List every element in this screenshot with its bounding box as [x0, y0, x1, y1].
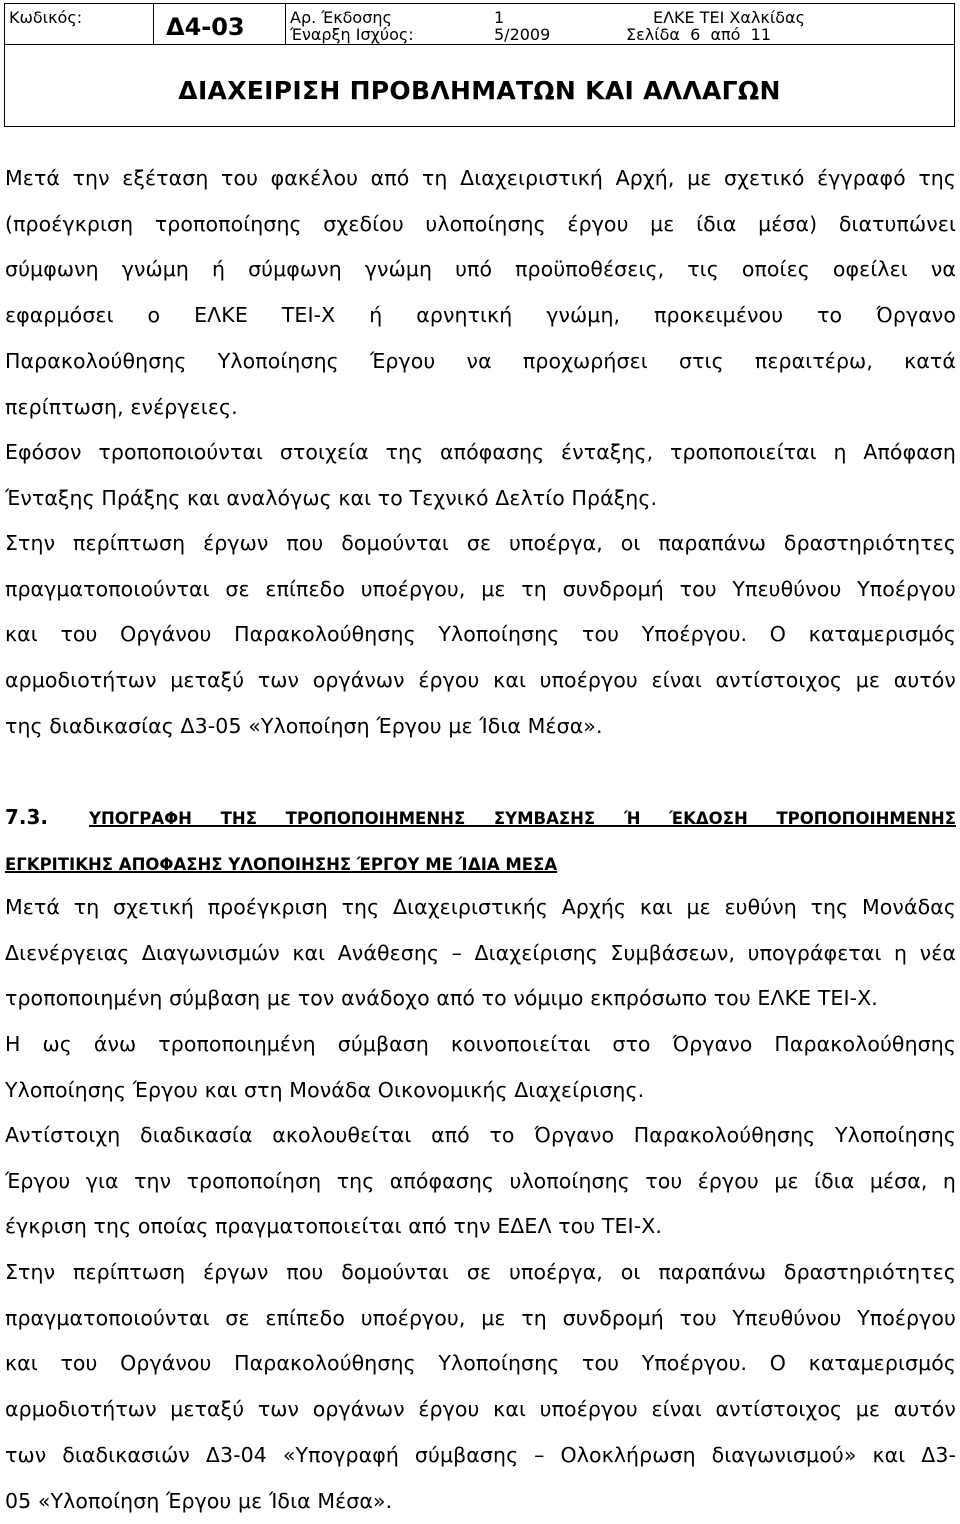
- text-line: Παρακολούθησης Υλοποίησης Έργου να προχωρήσει στις περαιτέρω, κατά: [5, 348, 956, 373]
- text-line: Μετά τη σχετική προέγκριση της Διαχειριστικής Αρχής και με ευθύνη της Μονάδας: [5, 895, 956, 919]
- edition-label: Αρ. Έκδοσης: [290, 8, 392, 27]
- paragraph: [5, 1022, 956, 1113]
- code-label: Κωδικός:: [9, 8, 83, 27]
- section-title-line-1: ΥΠΟΓΡΑΦΗ ΤΗΣ ΤΡΟΠΟΠΟΙΗΜΕΝΗΣ ΣΥΜΒΑΣΗΣ Ή ΈΚΔΟΣΗ ΤΡΟΠΟΠΟΙΗΜΕΝΗΣ: [89, 809, 956, 828]
- document-title: ΔΙΑΧΕΙΡΙΣΗ ΠΡΟΒΛΗΜΑΤΩΝ ΚΑΙ ΑΛΛΑΓΩΝ: [178, 76, 781, 105]
- text-line: 05 «Υλοποίηση Έργου με Ίδια Μέσα».: [5, 1488, 393, 1513]
- paragraph: [5, 156, 956, 430]
- start-date-label: Έναρξη Ισχύος:: [290, 25, 414, 44]
- section-title: [89, 805, 956, 829]
- paragraph: [5, 521, 956, 750]
- document-code: Δ4-03: [166, 13, 245, 41]
- text-line: της διαδικασίας Δ3-05 «Υλοποίηση Έργου με Ίδια Μέσα».: [5, 713, 603, 738]
- text-line: (προέγκριση τροποποίησης σχεδίου υλοποίησης έργου με ίδια μέσα) διατυπώνει: [5, 211, 956, 236]
- text-line: Ένταξης Πράξης και αναλόγως και το Τεχνικό Δελτίο Πράξης.: [5, 485, 658, 510]
- text-line: Έργου για την τροποποίηση της απόφασης υλοποίησης του έργου με ίδια μέσα, η: [5, 1168, 956, 1193]
- text-line: Στην περίπτωση έργων που δομούνται σε υποέργα, οι παραπάνω δραστηριότητες: [5, 1260, 956, 1284]
- text-line: των διαδικασιών Δ3-04 «Υπογραφή σύμβασης – Ολοκλήρωση διαγωνισμού» και Δ3-: [5, 1442, 956, 1467]
- text-line: Διενέργειας Διαγωνισμών και Ανάθεσης – Διαχείρισης Συμβάσεων, υπογράφεται η νέα: [5, 940, 956, 965]
- edition-value: 1: [494, 8, 505, 27]
- text-line: Αντίστοιχη διαδικασία ακολουθείται από το Όργανο Παρακολούθησης Υλοποίησης: [5, 1123, 956, 1147]
- text-line: σύμφωνη γνώμη ή σύμφωνη γνώμη υπό προϋποθέσεις, τις οποίες οφείλει να: [5, 257, 956, 282]
- section-title: [5, 851, 557, 875]
- section-title-line-2: ΕΓΚΡΙΤΙΚΗΣ ΑΠΟΦΑΣΗΣ ΥΛΟΠΟΙΗΣΗΣ ΈΡΓΟΥ ΜΕ ΊΔΙΑ ΜΕΣΑ: [5, 855, 558, 874]
- paragraph: [5, 1250, 956, 1524]
- start-date-value: 5/2009: [494, 25, 551, 44]
- text-line: εφαρμόσει ο ΕΛΚΕ ΤΕΙ-Χ ή αρνητική γνώμη, προκειμένου το Όργανο: [5, 303, 956, 328]
- text-line: έγκριση της οποίας πραγματοποιείται από την ΕΔΕΛ του ΤΕΙ-Χ.: [5, 1214, 662, 1239]
- header-divider: [285, 4, 286, 44]
- text-line: Η ως άνω τροποποιημένη σύμβαση κοινοποιείται στο Όργανο Παρακολούθησης: [5, 1032, 956, 1056]
- section-number: 7.3.: [5, 805, 49, 829]
- text-line: και του Οργάνου Παρακολούθησης Υλοποίησης του Υποέργου. Ο καταμερισμός: [5, 1351, 956, 1376]
- text-line: πραγματοποιούνται σε επίπεδο υποέργου, με τη συνδρομή του Υπευθύνου Υποέργου: [5, 576, 956, 601]
- text-line: και του Οργάνου Παρακολούθησης Υλοποίησης του Υποέργου. Ο καταμερισμός: [5, 622, 956, 647]
- text-line: Υλοποίησης Έργου και στη Μονάδα Οικονομικής Διαχείρισης.: [5, 1077, 645, 1102]
- text-line: Στην περίπτωση έργων που δομούνται σε υποέργα, οι παραπάνω δραστηριότητες: [5, 531, 956, 555]
- paragraph: [5, 885, 956, 1022]
- document-header: [4, 3, 955, 127]
- header-rule: [5, 44, 954, 45]
- paragraph: [5, 430, 956, 521]
- page-info: Σελίδα 6 από 11: [626, 25, 771, 44]
- text-line: τροποποιημένη σύμβαση με τον ανάδοχο από το νόμιμο εκπρόσωπο του ΕΛΚΕ ΤΕΙ-Χ.: [5, 986, 878, 1011]
- paragraph: [5, 1113, 956, 1250]
- text-line: περίπτωση, ενέργειες.: [5, 394, 238, 419]
- text-line: Εφόσον τροποποιούνται στοιχεία της απόφασης ένταξης, τροποποιείται η Απόφαση: [5, 440, 956, 464]
- text-line: αρμοδιοτήτων μεταξύ των οργάνων έργου και υποέργου είναι αντίστοιχος με αυτόν: [5, 668, 956, 693]
- organization-name: ΕΛΚΕ ΤΕΙ Χαλκίδας: [653, 8, 805, 27]
- text-line: αρμοδιοτήτων μεταξύ των οργάνων έργου και υποέργου είναι αντίστοιχος με αυτόν: [5, 1397, 956, 1422]
- text-line: πραγματοποιούνται σε επίπεδο υποέργου, με τη συνδρομή του Υπευθύνου Υποέργου: [5, 1305, 956, 1330]
- text-line: Μετά την εξέταση του φακέλου από τη Διαχειριστική Αρχή, με σχετικό έγγραφό της: [5, 166, 956, 190]
- header-divider: [153, 4, 154, 44]
